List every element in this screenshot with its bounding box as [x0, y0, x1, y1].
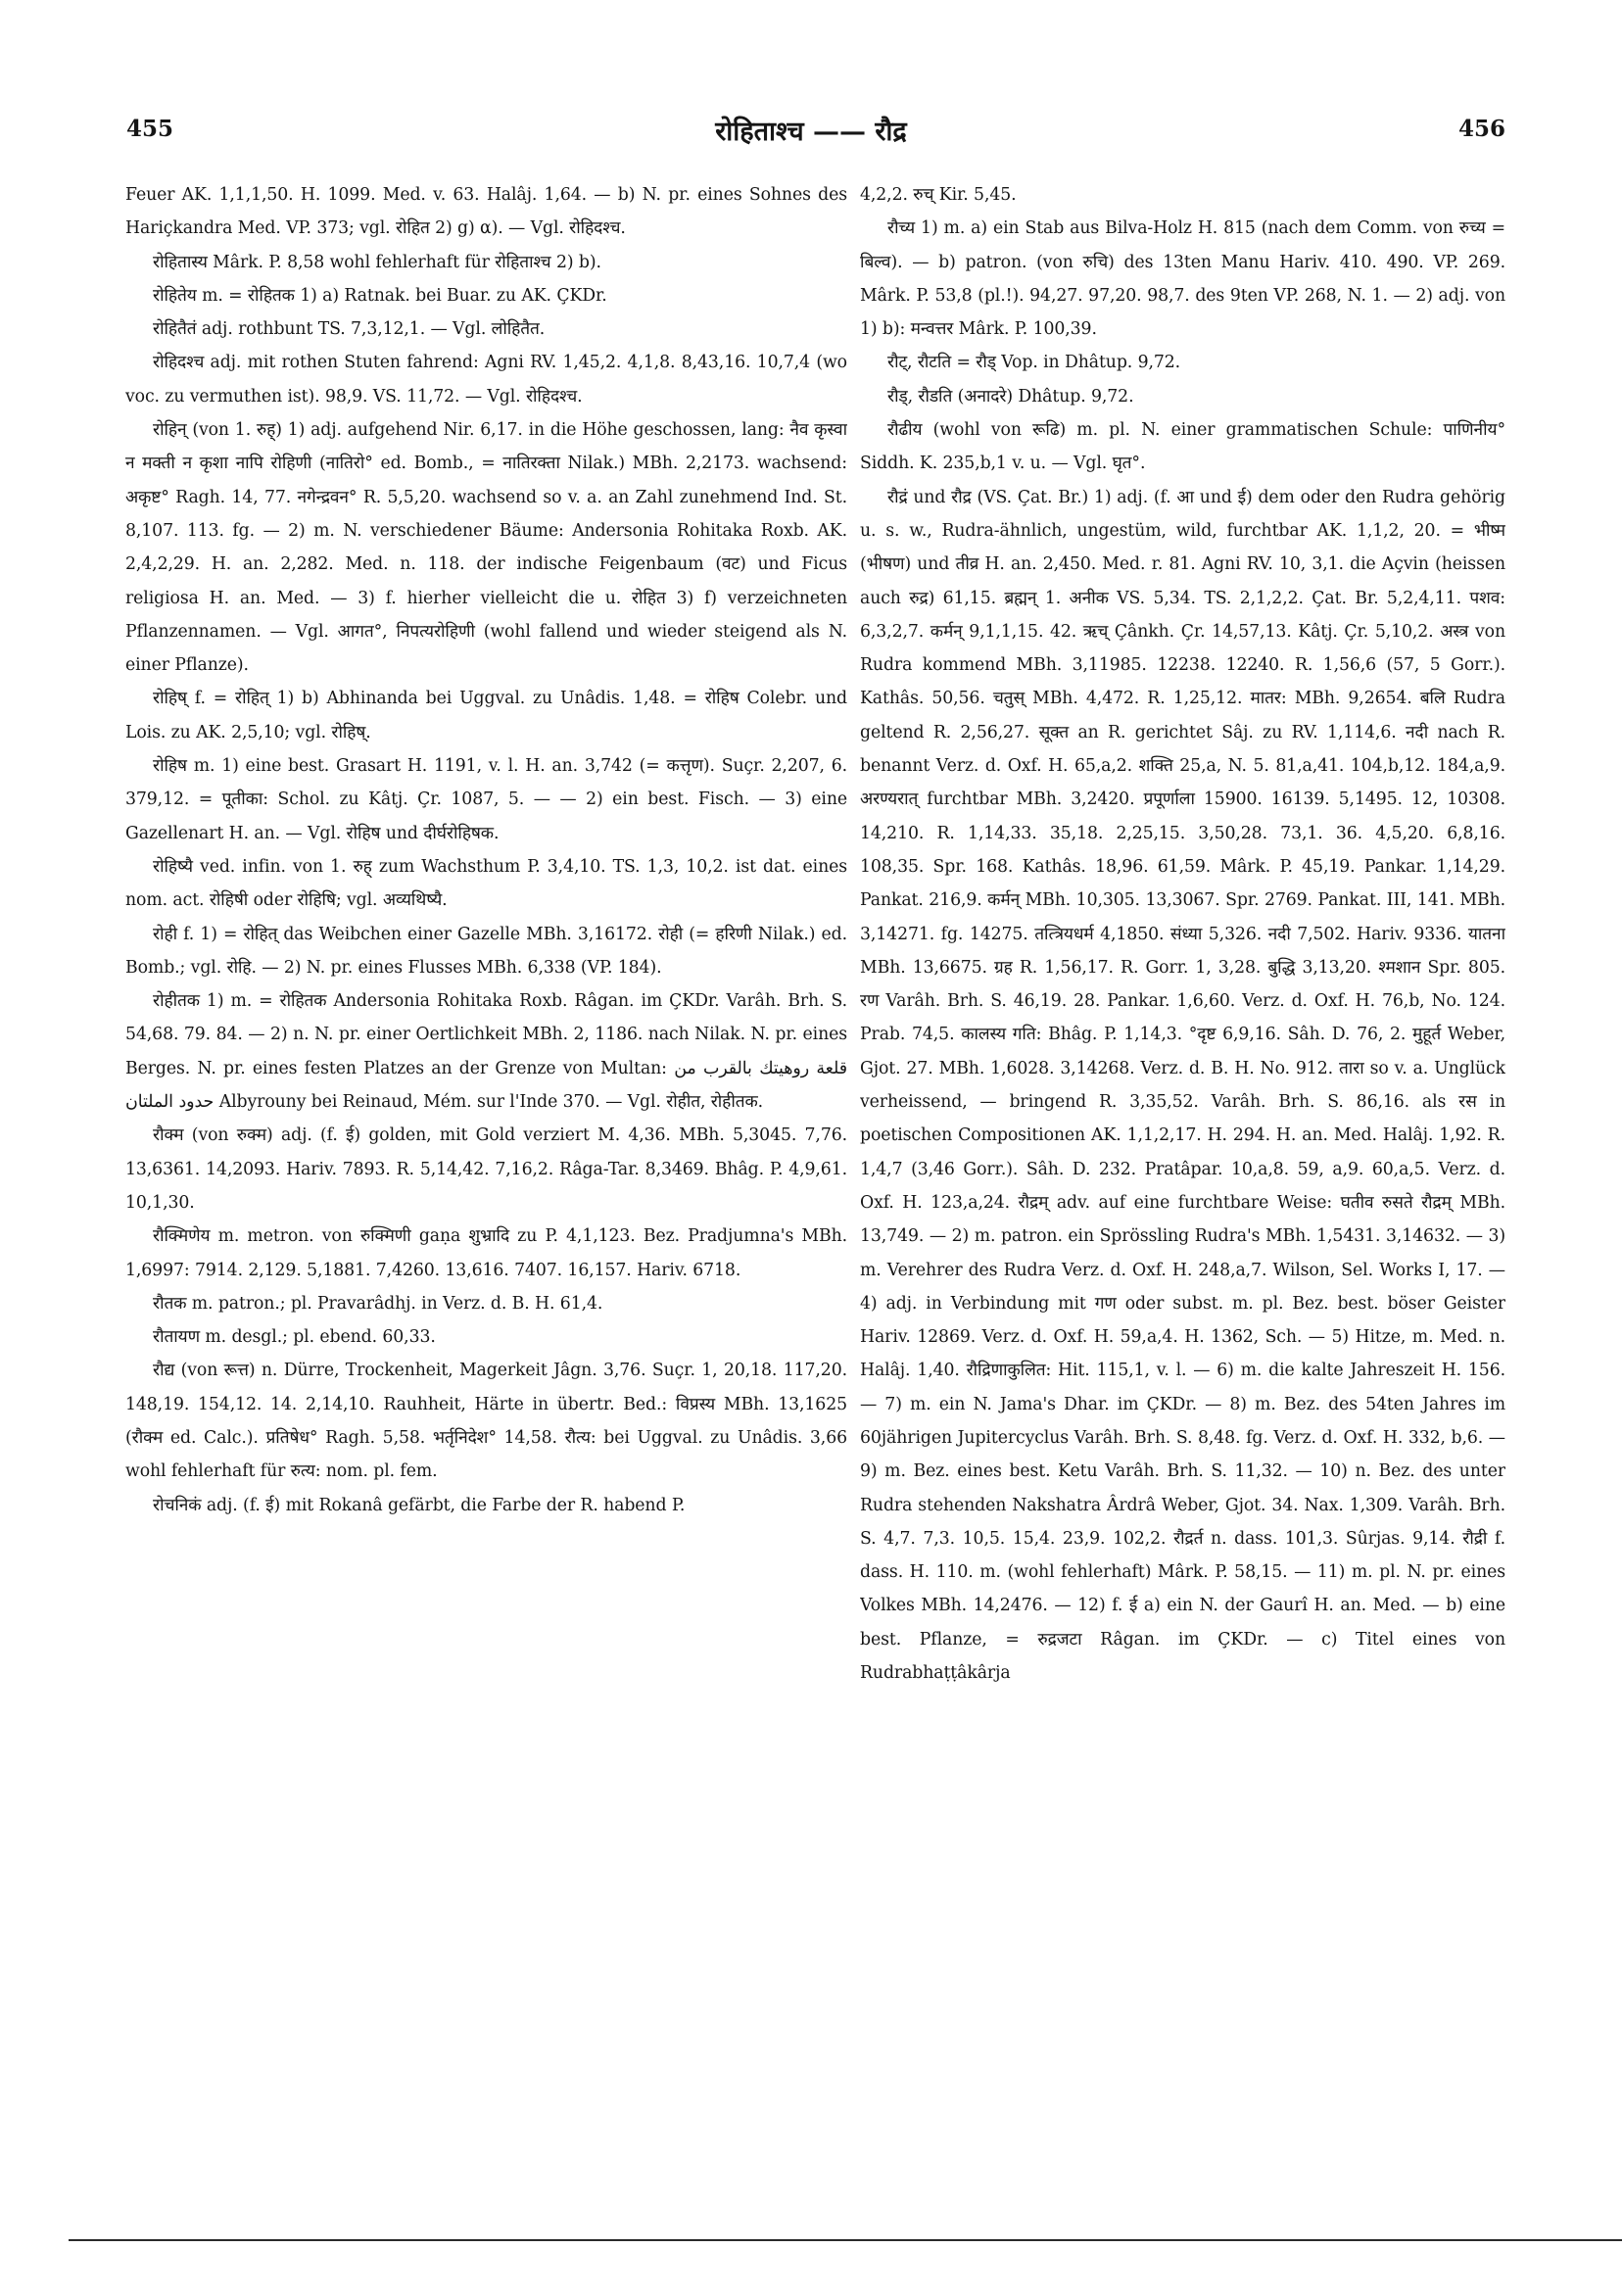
dictionary-entry: रोहितेय m. = रोहितक 1) a) Ratnak. bei Buar. zu AK. ÇKDr.: [153, 285, 607, 306]
dictionary-entry: रौतायण m. desgl.; pl. ebend. 60,33.: [153, 1327, 436, 1348]
dictionary-entry: रोहिष्यै ved. infin. von 1. रुह् zum Wachsthum P. 3,4,10. TS. 1,3, 10,2. ist dat. eines nom. act. रोहिषी oder रोहिषि; vgl. अव्यथिष्यै.: [125, 856, 847, 911]
dictionary-entry: रोचनिकं adj. (f. ई) mit Rokanâ gefärbt, die Farbe der R. habend P.: [153, 1495, 686, 1515]
running-head: रोहिताश्च —— रौद्र: [715, 117, 907, 147]
page-number-left: 455: [126, 116, 174, 142]
dictionary-entry: Feuer AK. 1,1,1,50. H. 1099. Med. v. 63. Halâj. 1,64. — b) N. pr. eines Sohnes des Hariçkandra Med. VP. 373; vgl. रोहित 2) g) α). — Vgl. रोहिदश्च.: [125, 185, 847, 239]
dictionary-entry: रौढीय (wohl von रूढि) m. pl. N. einer grammatischen Schule: पाणिनीय° Siddh. K. 235,b,1 v. u. — Vgl. घृत°.: [860, 420, 1505, 474]
dictionary-entry: रौद्रं und रौद्र (VS. Çat. Br.) 1) adj. (f. आ und ई) dem oder den Rudra gehörig u. s. w., Rudra-ähnlich, ungestüm, wild, furchtbar AK. 1,1,2, 20. = भीष्म (भीषण) und तीव्र H. an. 2,450. Med. r. 81. Agni RV. 10, 3,1. die Açvin (heissen auch रुद्र) 61,15. ब्रह्मन् 1. अनीक VS. 5,34. TS. 2,1,2,2. Çat. Br. 5,2,4,11. पशव: 6,3,2,7. कर्मन् 9,1,1,15. 42. ऋच् Çânkh. Çr. 14,57,13. Kâtj. Çr. 5,10,2. अस्त्र von Rudra kommend MBh. 3,11985. 12238. 12240. R. 1,56,6 (57, 5 Gorr.). Kathâs. 50,56. चतुस् MBh. 4,472. R. 1,25,12. मातर: MBh. 9,2654. बलि Rudra geltend R. 2,56,27. सूक्त an R. gerichtet Sâj. zu RV. 1,114,6. नदी nach R. benannt Verz. d. Oxf. H. 65,a,2. शक्ति 25,a, N. 5. 81,a,41. 104,b,12. 184,a,9. अरण्यरात् furchtbar MBh. 3,2420. प्रपूर्णाला 15900. 16139. 5,1495. 12, 10308. 14,210. R. 1,14,33. 35,18. 2,25,15. 3,50,28. 73,1. 36. 4,5,20. 6,8,16. 108,35. Spr. 168. Kathâs. 18,96. 61,59. Mârk. P. 45,19. Pankar. 1,14,29. Pankat. 216,9. कर्मन् MBh. 10,305. 13,3067. Spr. 2769. Pankat. III, 141. MBh. 3,14271. fg. 14275. तत्त्रियधर्म 4,1850. संध्या 5,326. नदी 7,502. Hariv. 9336. यातना MBh. 13,6675. ग्रह R. 1,56,17. R. Gorr. 1, 3,28. बुद्धि 3,13,20. श्मशान Spr. 805. रण Varâh. Brh. S. 46,19. 28. Pankar. 1,6,60. Verz. d. Oxf. H. 76,b, No. 124. Prab. 74,5. कालस्य गति: Bhâg. P. 1,14,3. °दृष्ट 6,9,16. Sâh. D. 76, 2. मुहूर्त Weber, Gjot. 27. MBh. 1,6028. 3,14268. Verz. d. B. H. No. 912. तारा so v. a. Unglück verheissend, — bringend R. 3,35,52. Varâh. Brh. S. 86,16. als रस in poetischen Compositionen AK. 1,1,2,17. H. 294. H. an. Med. Halâj. 1,92. R. 1,4,7 (3,46 Gorr.). Sâh. D. 232. Pratâpar. 10,a,8. 59, a,9. 60,a,5. Verz. d. Oxf. H. 123,a,24. रौद्रम् adv. auf eine furchtbare Weise: घतीव रुसते रौद्रम् MBh. 13,749. — 2) m. patron. ein Sprössling Rudra's MBh. 1,5431. 3,14632. — 3) m. Verehrer des Rudra Verz. d. Oxf. H. 248,a,7. Wilson, Sel. Works I, 17. — 4) adj. in Verbindung mit गण oder subst. m. pl. Bez. best. böser Geister Hariv. 12869. Verz. d. Oxf. H. 59,a,4. H. 1362, Sch. — 5) Hitze, m. Med. n. Halâj. 1,40. रौद्रिणाकुलित: Hit. 115,1, v. l. — 6) m. die kalte Jahreszeit H. 156. — 7) m. ein N. Jama's Dhar. im ÇKDr. — 8) m. Bez. des 54ten Jahres im 60jährigen Jupitercyclus Varâh. Brh. S. 8,48. fg. Verz. d. Oxf. H. 332, b,6. — 9) m. Bez. eines best. Ketu Varâh. Brh. S. 11,32. — 10) n. Bez. des unter Rudra stehenden Nakshatra Ârdrâ Weber, Gjot. 34. Nax. 1,309. Varâh. Brh. S. 4,7. 7,3. 10,5. 15,4. 23,9. 102,2. रौद्रर्त n. dass. 101,3. Sûrjas. 9,14. रौद्री f. dass. H. 110. m. (wohl fehlerhaft) Mârk. P. 58,15. — 11) m. pl. N. pr. eines Volkes MBh. 14,2476. — 12) f. ई a) ein N. der Gaurî H. an. Med. — b) eine best. Pflanze, = रुद्रजटा Râgan. im ÇKDr. — c) Titel eines von Rudrabhaṭṭâkârja: [860, 487, 1505, 1684]
dictionary-entry: रौक्मिणेय m. metron. von रुक्मिणी gaṇa शुभ्रादि zu P. 4,1,123. Bez. Pradjumna's MBh. 1,6997: 7914. 2,129. 5,1881. 7,4260. 13,616. 7407. 16,157. Hariv. 6718.: [125, 1226, 847, 1280]
dictionary-entry: रौड्, रौडति (अनादरे) Dhâtup. 9,72.: [887, 386, 1134, 407]
footer-rule: [69, 2239, 1622, 2241]
dictionary-entry: रौतक m. patron.; pl. Pravarâdhj. in Verz. d. B. H. 61,4.: [153, 1293, 603, 1314]
dictionary-entry: रोहिष m. 1) eine best. Grasart H. 1191, v. l. H. an. 3,742 (= कत्तृण). Suçr. 2,207, 6. 379,12. = पूतीका: Schol. zu Kâtj. Çr. 1087, 5. — — 2) ein best. Fisch. — 3) eine Gazellenart H. an. — Vgl. रोहिष und दीर्घरोहिषक.: [125, 756, 847, 843]
dictionary-entry: रोहिदश्च adj. mit rothen Stuten fahrend: Agni RV. 1,45,2. 4,1,8. 8,43,16. 10,7,4 (wo voc. zu vermuthen ist). 98,9. VS. 11,72. — Vgl. रोहिदश्च.: [125, 353, 847, 407]
dictionary-entry: रौच्य 1) m. a) ein Stab aus Bilva-Holz H. 815 (nach dem Comm. von रुच्य = बिल्व). — b) patron. (von रुचि) des 13ten Manu Hariv. 410. 490. VP. 269. Mârk. P. 53,8 (pl.!). 94,27. 97,20. 98,7. des 9ten VP. 268, N. 1. — 2) adj. von 1) b): मन्वत्तर Mârk. P. 100,39.: [860, 218, 1505, 340]
dictionary-entry: रौद्य (von रूत्त) n. Dürre, Trockenheit, Magerkeit Jâgn. 3,76. Suçr. 1, 20,18. 117,20. 148,19. 154,12. 14. 2,14,10. Rauhheit, Härte in übertr. Bed.: विप्रस्य MBh. 13,1625 (रौक्म ed. Calc.). प्रतिषेध° Ragh. 5,58. भर्तृनिदेश° 14,58. रौत्य: bei Uggval. zu Unâdis. 3,66 wohl fehlerhaft für रुत्य: nom. pl. fem.: [125, 1361, 847, 1482]
dictionary-entry: रोहितैतं adj. rothbunt TS. 7,3,12,1. — Vgl. लोहितैत.: [153, 319, 546, 340]
dictionary-entry: रौट्, रौटति = रौड् Vop. in Dhâtup. 9,72.: [887, 353, 1181, 373]
right-column: [860, 178, 1505, 2020]
dictionary-entry: रोहितास्य Mârk. P. 8,58 wohl fehlerhaft für रोहिताश्च 2) b).: [153, 252, 601, 272]
dictionary-entry: रोही f. 1) = रोहित् das Weibchen einer Gazelle MBh. 3,16172. रोही (= हरिणी Nilak.) ed. Bomb.; vgl. रोहि. — 2) N. pr. eines Flusses MBh. 6,338 (VP. 184).: [125, 924, 847, 978]
dictionary-entry: 4,2,2. रुच् Kir. 5,45.: [860, 185, 1017, 205]
dictionary-entry: रोहीतक 1) m. = रोहितक Andersonia Rohitaka Roxb. Râgan. im ÇKDr. Varâh. Brh. S. 54,68. 79. 84. — 2) n. N. pr. einer Oertlichkeit MBh. 2, 1186. nach Nilak. N. pr. eines Berges. N. pr. eines festen Platzes an der Grenze von Multan: قلعة روهيتك بالقرب من حدود الملتان Albyrouny bei Reinaud, Mém. sur l'Inde 370. — Vgl. रोहीत, रोहीतक.: [125, 991, 847, 1113]
dictionary-entry: रोहिष् f. = रोहित् 1) b) Abhinanda bei Uggval. zu Unâdis. 1,48. = रोहिष Colebr. und Lois. zu AK. 2,5,10; vgl. रोहिष्.: [125, 689, 847, 742]
page-number-right: 456: [1458, 116, 1506, 142]
dictionary-entry: रोहिन् (von 1. रुह्) 1) adj. aufgehend Nir. 6,17. in die Höhe geschossen, lang: नैव कृस्वा न मक्ती न कृशा नापि रोहिणी (नातिरो° ed. Bomb., = नातिरक्ता Nilak.) MBh. 2,2173. wachsend: अकृष्ट° Ragh. 14, 77. नगेन्द्रवन° R. 5,5,20. wachsend so v. a. an Zahl zunehmend Ind. St. 8,107. 113. fg. — 2) m. N. verschiedener Bäume: Andersonia Rohitaka Roxb. AK. 2,4,2,29. H. an. 2,282. Med. n. 118. der indische Feigenbaum (वट) und Ficus religiosa H. an. Med. — 3) f. hierher vielleicht die u. रोहित 3) f) verzeichneten Pflanzennamen. — Vgl. आगत°, निपत्यरोहिणी (wohl fallend und wieder steigend als N. einer Pflanze).: [125, 420, 847, 676]
left-column: [125, 178, 847, 2020]
dictionary-entry: रौक्म (von रुक्म) adj. (f. ई) golden, mit Gold verziert M. 4,36. MBh. 5,3045. 7,76. 13,6361. 14,2093. Hariv. 7893. R. 5,14,42. 7,16,2. Râga-Tar. 8,3469. Bhâg. P. 4,9,61. 10,1,30.: [125, 1125, 847, 1213]
